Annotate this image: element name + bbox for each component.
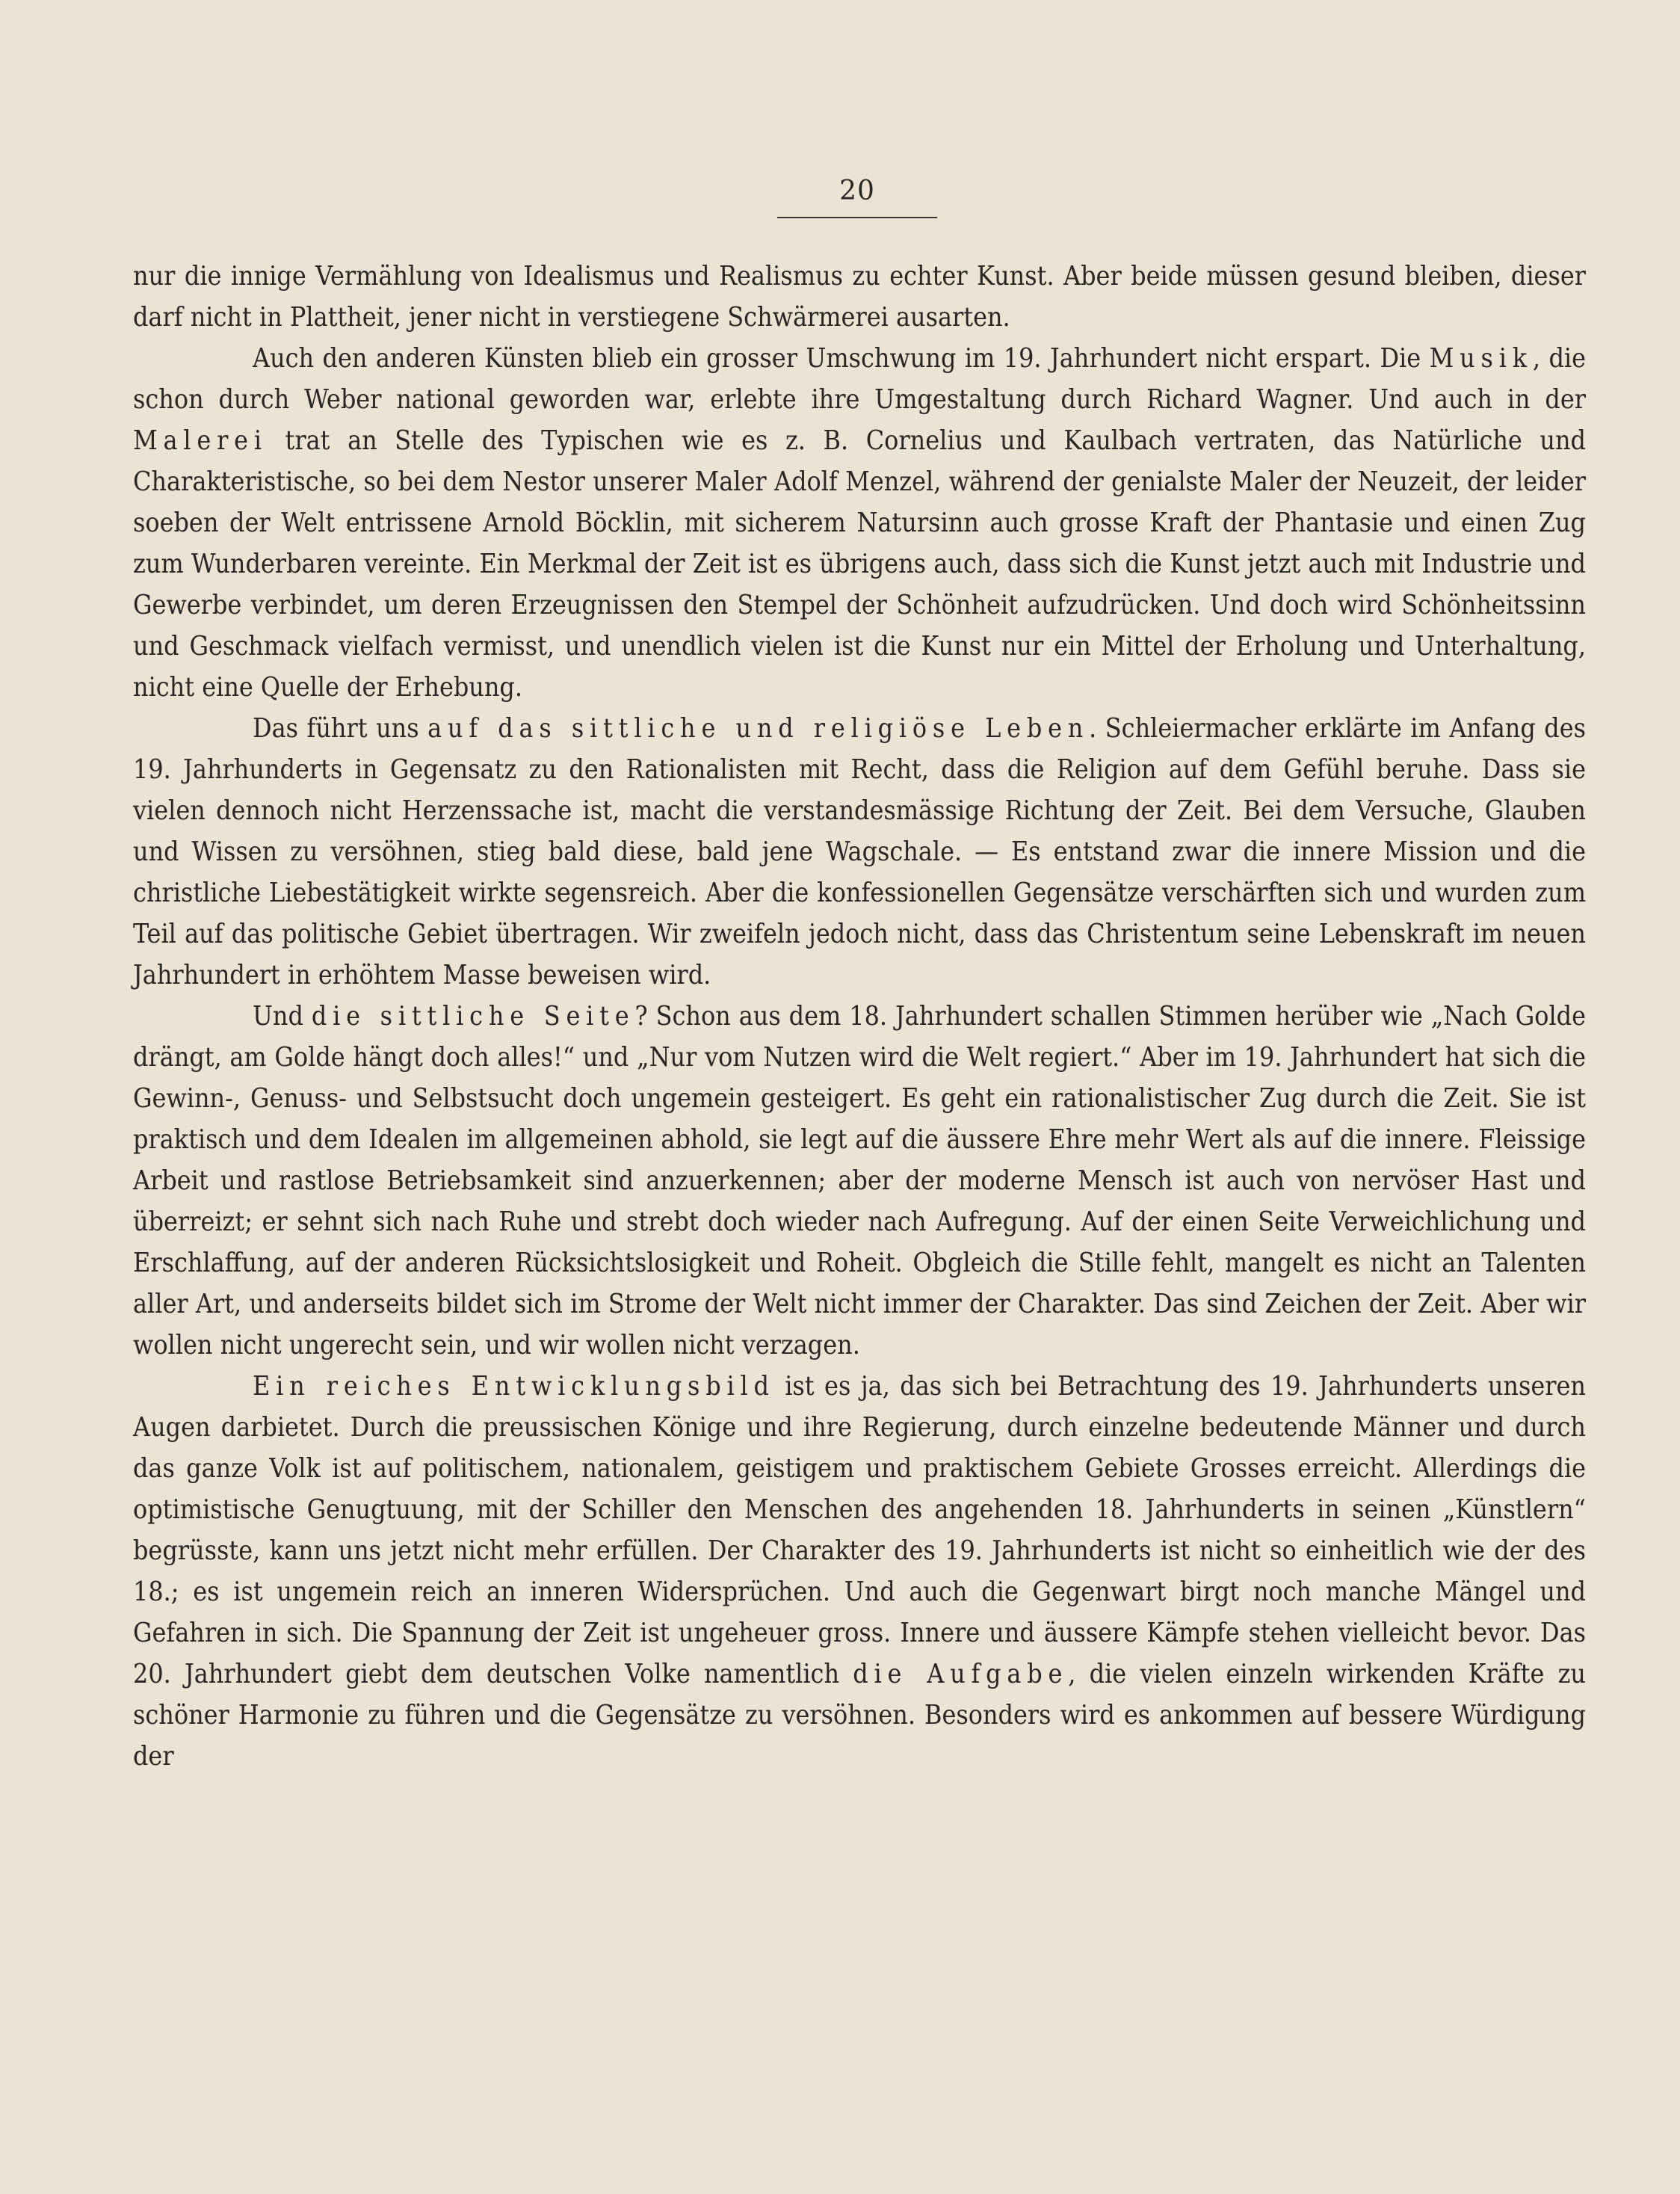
page-number: 20 — [839, 176, 875, 206]
paragraph-1 — [133, 256, 1586, 338]
paragraph-text: , die schon durch Weber national geworden war, erlebte ihre Umgestaltung durch Richard Wagner. Und auch in der — [133, 343, 1586, 415]
paragraph-text: Und — [253, 1001, 312, 1032]
spaced-emphasis: Ein reiches Entwicklungsbild — [253, 1371, 775, 1402]
body-text — [133, 256, 1586, 1777]
paragraph-text: ? Schon aus dem 18. Jahrhundert schallen Stimmen herüber wie „Nach Golde drängt, am Golde hängt doch alles!“ und „Nur vom Nutzen wird die Welt regiert.“ Aber im 19. Jahrhundert hat sich die Gewinn-, Genuss- und Selbstsucht doch ungemein gesteigert. Es geht ein rationalistischer Zug durch die Zeit. Sie ist praktisch und dem Idealen im allgemeinen abhold, sie legt auf die äussere Ehre mehr Wert als auf die innere. Fleissige Arbeit und rastlose Betriebsamkeit sind anzuerkennen; aber der moderne Mensch ist auch von nervöser Hast und überreizt; er sehnt sich nach Ruhe und strebt doch wieder nach Aufregung. Auf der einen Seite Verweichlichung und Erschlaffung, auf der anderen Rücksichtslosigkeit und Roheit. Obgleich die Stille fehlt, mangelt es nicht an Talenten aller Art, und anderseits bildet sich im Strome der Welt nicht immer der Charakter. Das sind Zeichen der Zeit. Aber wir wollen nicht ungerecht sein, und wir wollen nicht verzagen. — [133, 1001, 1586, 1361]
paragraph-text: trat an Stelle des Typischen wie es z. B. Cornelius und Kaulbach vertraten, das Natürliche und Charakteristische, so bei dem Nestor unserer Maler Adolf Menzel, während der genialste Maler der Neuzeit, der leider soeben der Welt entrissene Arnold Böcklin, mit sicherem Natursinn auch grosse Kraft der Phantasie und einen Zug zum Wunderbaren vereinte. Ein Merkmal der Zeit ist es übrigens auch, dass sich die Kunst jetzt auch mit Industrie und Gewerbe verbindet, um deren Erzeugnissen den Stempel der Schönheit aufzudrücken. Und doch wird Schönheitssinn und Geschmack vielfach vermisst, und unendlich vielen ist die Kunst nur ein Mittel der Erholung und Unterhaltung, nicht eine Quelle der Erhebung. — [133, 425, 1586, 703]
paragraph-text: Auch den anderen Künsten blieb ein grosser Umschwung im 19. Jahrhundert nicht erspart. Die — [253, 343, 1430, 374]
spaced-emphasis: Musik — [1429, 343, 1533, 374]
spaced-emphasis: die Aufgabe — [853, 1659, 1069, 1689]
spaced-emphasis: Malerei — [133, 425, 268, 456]
paragraph-text: ist es ja, das sich bei Betrachtung des 19. Jahrhunderts unseren Augen darbietet. Durch die preussischen Könige und ihre Regierung, durch einzelne bedeutende Männer und durch das ganze Volk ist auf politischem, nationalem, geistigem und praktischem Gebiete Grosses erreicht. Allerdings die optimistische Genugtuung, mit der Schiller den Menschen des angehenden 18. Jahrhunderts in seinen „Künstlern“ begrüsste, kann uns jetzt nicht mehr erfüllen. Der Charakter des 19. Jahrhunderts ist nicht so einheitlich wie der des 18.; es ist ungemein reich an inneren Widersprüchen. Und auch die Gegenwart birgt noch manche Mängel und Gefahren in sich. Die Spannung der Zeit ist ungeheuer gross. Innere und äussere Kämpfe stehen vielleicht bevor. Das 20. Jahrhundert giebt dem deutschen Volke namentlich — [133, 1371, 1587, 1689]
paragraph-2 — [133, 338, 1586, 708]
paragraph-text: , die vielen einzeln wirkenden Kräfte zu schöner Harmonie zu führen und die Gegensätze zu versöhnen. Besonders wird es ankommen auf bessere Würdigung der — [133, 1659, 1586, 1772]
paragraph-text: . Schleiermacher erklärte im Anfang des 19. Jahrhunderts in Gegensatz zu den Rationalisten mit Recht, dass die Religion auf dem Gefühl beruhe. Dass sie vielen dennoch nicht Herzenssache ist, macht die verstandesmässige Richtung der Zeit. Bei dem Versuche, Glauben und Wissen zu versöhnen, stieg bald diese, bald jene Wagschale. — Es entstand zwar die innere Mission und die christliche Liebestätigkeit wirkte segensreich. Aber die konfessionellen Gegensätze verschärften sich und wurden zum Teil auf das politische Gebiet übertragen. Wir zweifeln jedoch nicht, dass das Christentum seine Lebenskraft im neuen Jahrhundert in erhöhtem Masse beweisen wird. — [133, 713, 1586, 990]
paragraph-text: Das führt uns — [253, 713, 428, 744]
paragraph-3 — [133, 708, 1586, 996]
spaced-emphasis: auf das sittliche und religiöse Leben — [427, 713, 1090, 744]
paragraph-4 — [133, 996, 1586, 1366]
paragraph-5 — [133, 1366, 1586, 1777]
paragraph-text: nur die innige Vermählung von Idealismus und Realismus zu echter Kunst. Aber beide müssen gesund bleiben, dieser darf nicht in Plattheit, jener nicht in verstiegene Schwärmerei ausarten. — [133, 261, 1586, 333]
page-number-rule — [777, 217, 937, 218]
spaced-emphasis: die sittliche Seite — [311, 1001, 635, 1032]
